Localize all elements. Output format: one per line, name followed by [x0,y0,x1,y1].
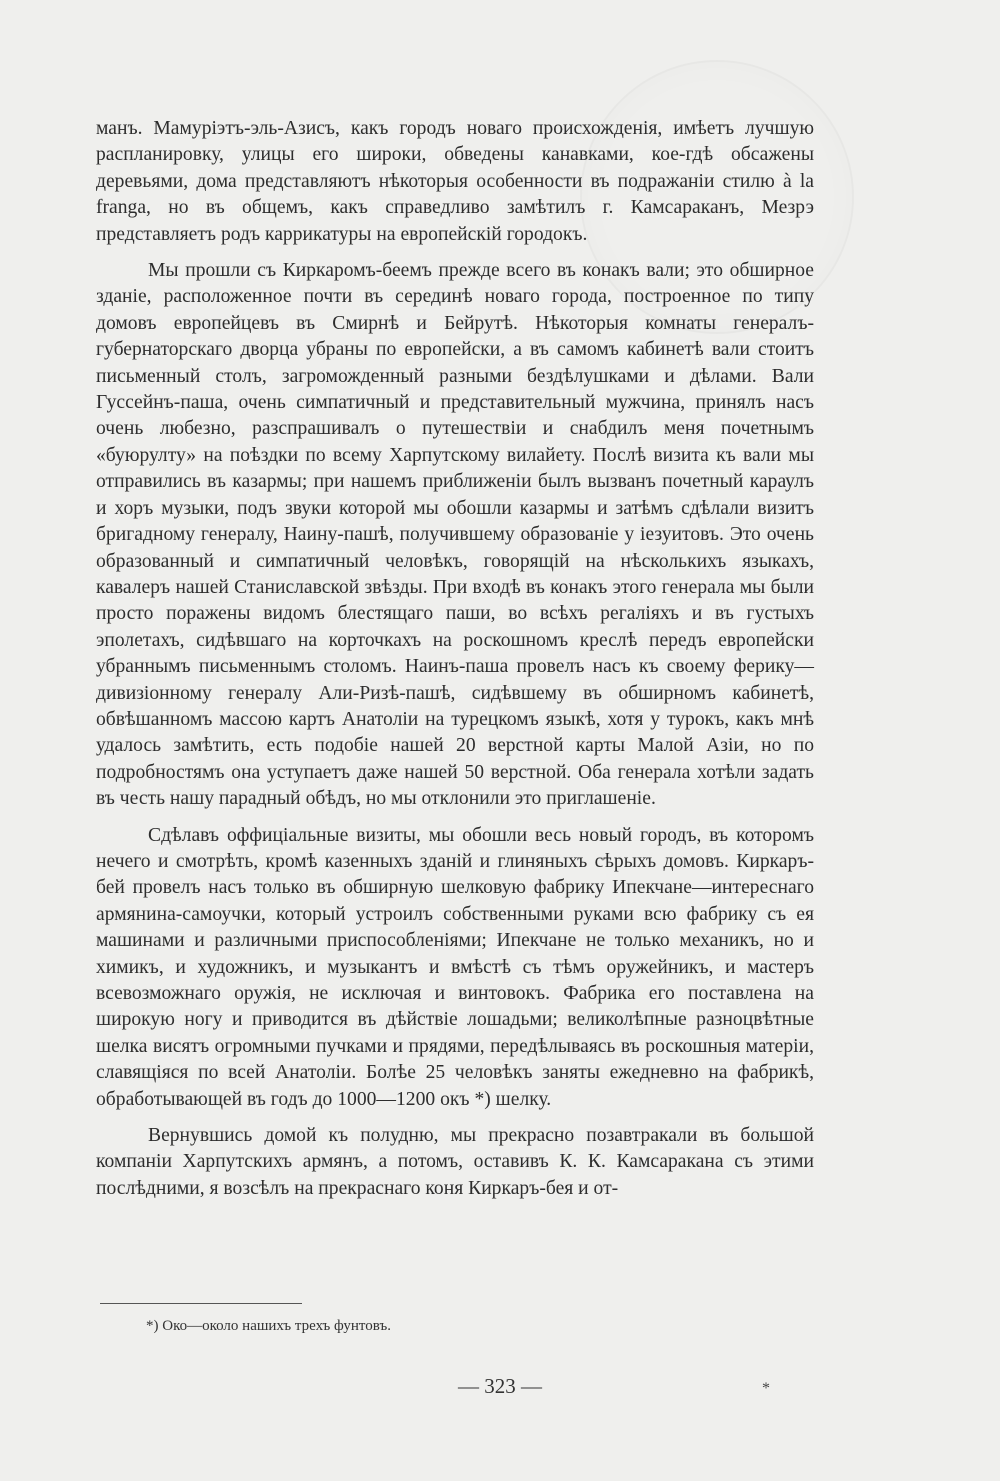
body-text [96,116,814,1212]
signature-mark: * [762,1380,770,1397]
paragraph-4: Вернувшись домой къ полудню, мы прекрасно позавтракали въ большой компаніи Харпутскихъ армянъ, а потомъ, оставивъ К. К. Камсаракана съ этими послѣдними, я возсѣлъ на прекраснаго коня Киркаръ-бея и от- [96,1125,814,1199]
paragraph-1: манъ. Мамуріэтъ-эль-Азисъ, какъ городъ новаго происхожденія, имѣетъ лучшую распланировку, улицы его широки, обведены канавками, кое-гдѣ обсажены деревьями, дома представляютъ нѣкоторыя особенности въ подражаніи стилю à la franga, но въ общемъ, какъ справедливо замѣтилъ г. Камсараканъ, Мезрэ представляетъ родъ каррикатуры на европейскій городокъ. [96,118,814,245]
paragraph-2: Мы прошли съ Киркаромъ-беемъ прежде всего въ конакъ вали; это обширное зданіе, расположенное почти въ серединѣ новаго города, построенное по типу домовъ европейцевъ въ Смирнѣ и Бейрутѣ. Нѣкоторыя комнаты генералъ-губернаторскаго дворца убраны по европейски, а въ самомъ кабинетѣ вали стоитъ письменный столъ, загроможденный разными бездѣлушками и дѣлами. Вали Гуссейнъ-паша, очень симпатичный и представительный мужчина, принялъ насъ очень любезно, разспрашивалъ о путешествіи и снабдилъ меня почетнымъ «буюрулту» на поѣздки по всему Харпутскому вилайету. Послѣ визита къ вали мы отправились въ казармы; при нашемъ приближеніи былъ вызванъ почетный караулъ и хоръ музыки, подъ звуки которой мы обошли казармы и затѣмъ сдѣлали визитъ бригадному генералу, Наину-пашѣ, получившему образованіе у іезуитовъ. Это очень образованный и симпатичный человѣкъ, говорящій на нѣсколькихъ языкахъ, кавалеръ нашей Станиславской звѣзды. При входѣ въ конакъ этого генерала мы были просто поражены видомъ блестящаго паши, во всѣхъ регаліяхъ и въ густыхъ эполетахъ, сидѣвшаго на корточкахъ на роскошномъ креслѣ передъ европейски убраннымъ письменнымъ столомъ. Наинъ-паша провелъ насъ къ своему ферику—дивизіонному генералу Али-Ризѣ-пашѣ, сидѣвшему въ обширномъ кабинетѣ, обвѣшанномъ массою картъ Анатоліи на турецкомъ языкѣ, хотя у турокъ, какъ мнѣ удалось замѣтить, есть подобіе нашей 20 верстной карты Малой Азіи, но по подробностямъ она уступаетъ даже нашей 50 верстной. Оба генерала хотѣли задать въ честь нашу парадный обѣдъ, но мы отклонили это приглашеніе. [96,260,814,810]
page-number: — 323 — [458,1374,542,1398]
paragraph-3: Сдѣлавъ оффиціальные визиты, мы обошли весь новый городъ, въ которомъ нечего и смотрѣть, кромѣ казенныхъ зданій и глиняныхъ сѣрыхъ домовъ. Киркаръ-бей провелъ насъ только въ обширную шелковую фабрику Ипекчане—интереснаго армянина-самоучки, который устроилъ собственными руками всю фабрику съ ея машинами и различными приспособленіями; Ипекчане не только механикъ, но и химикъ, и художникъ, и музыкантъ и вмѣстѣ съ тѣмъ оружейникъ, и мастеръ всевозможнаго оружія, не исключая и винтовокъ. Фабрика его поставлена на широкую ногу и приводится въ дѣйствіе лошадьми; великолѣпные разноцвѣтные шелка висятъ огромными пучками и прядями, передѣлываясь въ роскошныя матеріи, славящіяся по всей Анатоліи. Болѣе 25 человѣкъ заняты ежедневно на фабрикѣ, обработывающей въ годъ до 1000—1200 окъ *) шелку. [96,824,814,1110]
footnote: *) Око—около нашихъ трехъ фунтовъ. [146,1318,391,1334]
footnote-rule [100,1303,302,1304]
